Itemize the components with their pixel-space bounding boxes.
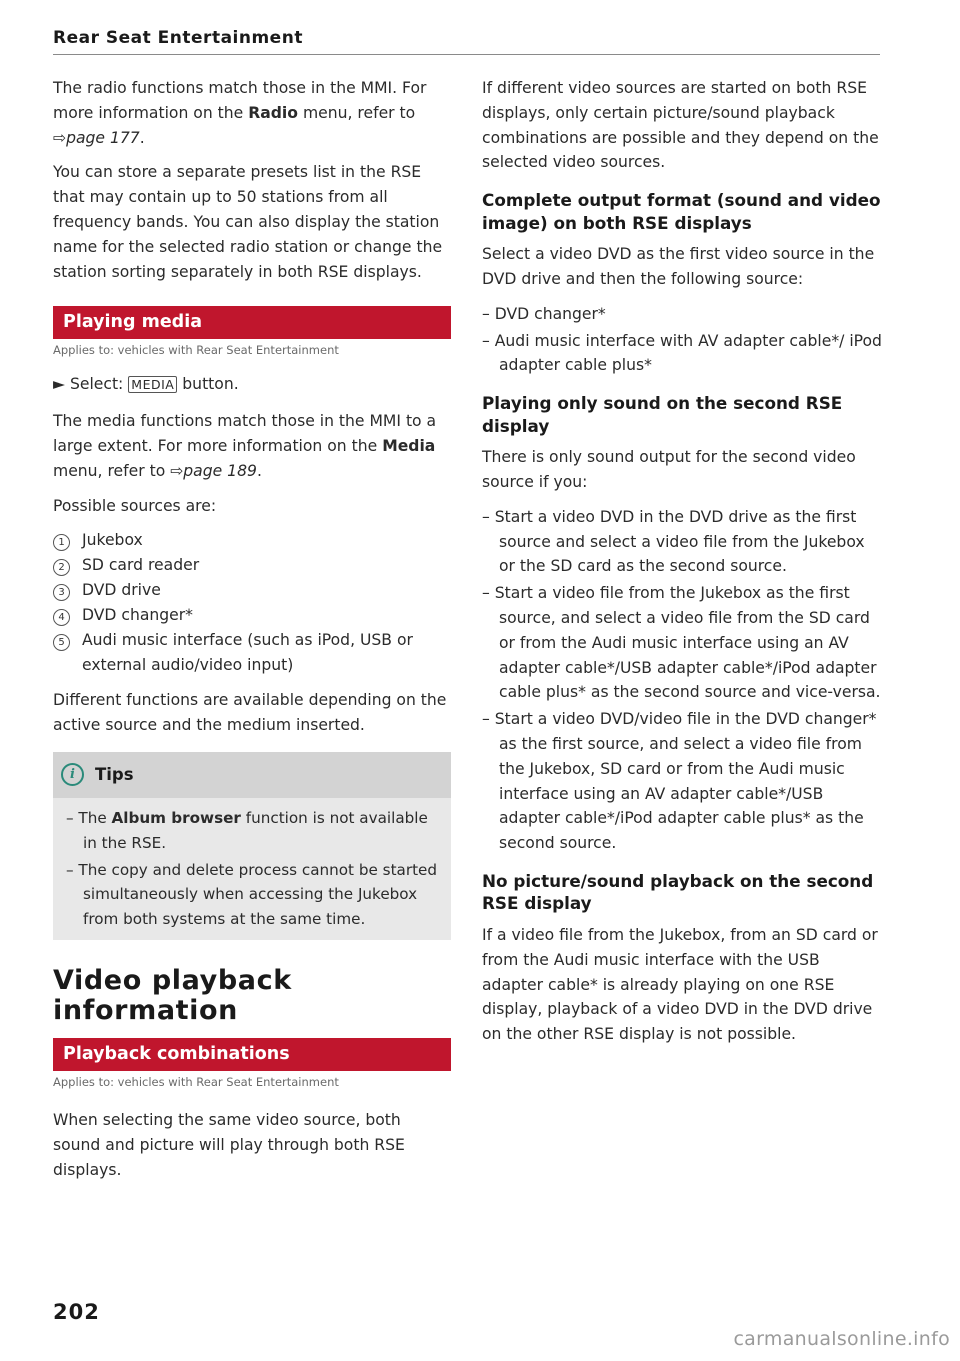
media-button-label: MEDIA bbox=[128, 376, 177, 393]
different-sources-paragraph: If different video sources are started on both RSE displays, only certain picture/sound playback combinations are possible and they depend on the selected video sources. bbox=[482, 79, 879, 172]
circled-number-icon: 2 bbox=[53, 559, 70, 576]
tips-title: Tips bbox=[95, 765, 134, 785]
list-item: 4 DVD changer* bbox=[53, 603, 451, 628]
page-header bbox=[53, 28, 880, 55]
select-media-step: ► Select: MEDIA button. bbox=[53, 375, 239, 394]
page-number: 202 bbox=[53, 1300, 100, 1324]
circled-number-icon: 5 bbox=[53, 634, 70, 651]
list-item: 2 SD card reader bbox=[53, 553, 451, 578]
video-playback-heading: Video playback information bbox=[53, 964, 292, 1026]
left-column bbox=[53, 76, 451, 1192]
applies-to-note: Applies to: vehicles with Rear Seat Entertainment bbox=[53, 343, 339, 358]
list-item: 5 Audi music interface (such as iPod, USB or external audio/video input) bbox=[53, 628, 451, 678]
header-title: Rear Seat Entertainment bbox=[53, 28, 303, 48]
radio-intro-paragraph: The radio functions match those in the MMI. For more information on the Radio menu, refer to ⇨page 177. bbox=[53, 79, 427, 147]
list-item: – Start a video DVD/video file in the DVD changer* as the first source, and select a video file from the Jukebox, SD card or from the Audi music interface using an AV adapter cable*/USB adapter cable*/iPod adapter cable plus* as the second source. bbox=[482, 710, 877, 853]
complete-output-paragraph: Select a video DVD as the first video source in the DVD drive and then the following source: bbox=[482, 245, 875, 288]
page-177-link[interactable]: ⇨page 177 bbox=[53, 128, 140, 147]
list-item: – The copy and delete process cannot be started simultaneously when accessing the Jukebox from both systems at the same time. bbox=[66, 860, 438, 929]
list-item: – Start a video file from the Jukebox as the first source, and select a video file from the SD card or from the Audi music interface using an AV adapter cable*/USB adapter cable*/iPod adapter cable plus* as the second source and vice-versa. bbox=[482, 584, 881, 702]
list-item: 1 Jukebox bbox=[53, 528, 451, 553]
page-189-link[interactable]: ⇨page 189 bbox=[170, 461, 257, 480]
section-title-playback-combinations: Playback combinations bbox=[53, 1038, 451, 1071]
list-item: 3 DVD drive bbox=[53, 578, 451, 603]
circled-number-icon: 1 bbox=[53, 534, 70, 551]
section-title-playing-media: Playing media bbox=[53, 306, 451, 339]
list-item: – DVD changer* bbox=[482, 304, 606, 323]
sources-intro: Possible sources are: bbox=[53, 496, 217, 515]
tips-box bbox=[53, 752, 451, 940]
tips-list bbox=[53, 798, 451, 932]
tips-header bbox=[53, 752, 451, 798]
circled-number-icon: 3 bbox=[53, 584, 70, 601]
list-item: – The Album browser function is not available in the RSE. bbox=[66, 808, 428, 852]
media-functions-paragraph: The media functions match those in the MMI to a large extent. For more information on the Media menu, refer to ⇨page 189. bbox=[53, 412, 437, 480]
complete-output-list bbox=[482, 302, 882, 378]
same-source-paragraph: When selecting the same video source, both sound and picture will play through both RSE displays. bbox=[53, 1110, 405, 1179]
radio-menu-term: Radio bbox=[248, 103, 298, 122]
site-watermark: carmanualsonline.info bbox=[733, 1328, 950, 1350]
list-item: – Start a video DVD in the DVD drive as the first source and select a video file from the Jukebox or the SD card as the second source. bbox=[482, 507, 865, 576]
no-playback-paragraph: If a video file from the Jukebox, from an SD card or from the Audi music interface with the USB adapter cable* is already playing on one RSE display, playback of a video DVD in the DVD drive on the other RSE display is not possible. bbox=[482, 925, 878, 1044]
complete-output-heading: Complete output format (sound and video image) on both RSE displays bbox=[482, 190, 881, 233]
album-browser-term: Album browser bbox=[111, 808, 241, 827]
functions-depend-paragraph: Different functions are available depending on the active source and the medium inserted. bbox=[53, 691, 447, 735]
circled-number-icon: 4 bbox=[53, 609, 70, 626]
sound-only-list bbox=[482, 505, 882, 856]
presets-paragraph: You can store a separate presets list in the RSE that may contain up to 50 stations from all frequency bands. You can also display the station name for the selected radio station or change the station sorting separately in both RSE displays. bbox=[53, 163, 443, 281]
applies-to-note: Applies to: vehicles with Rear Seat Entertainment bbox=[53, 1074, 339, 1089]
info-icon: i bbox=[61, 763, 84, 786]
sound-only-heading: Playing only sound on the second RSE display bbox=[482, 393, 843, 436]
sources-list bbox=[53, 528, 451, 678]
list-item: – Audi music interface with AV adapter cable*/ iPod adapter cable plus* bbox=[482, 331, 882, 375]
right-column bbox=[482, 76, 882, 1057]
no-playback-heading: No picture/sound playback on the second RSE display bbox=[482, 870, 874, 914]
media-menu-term: Media bbox=[382, 436, 436, 455]
sound-only-paragraph: There is only sound output for the second video source if you: bbox=[482, 448, 856, 491]
